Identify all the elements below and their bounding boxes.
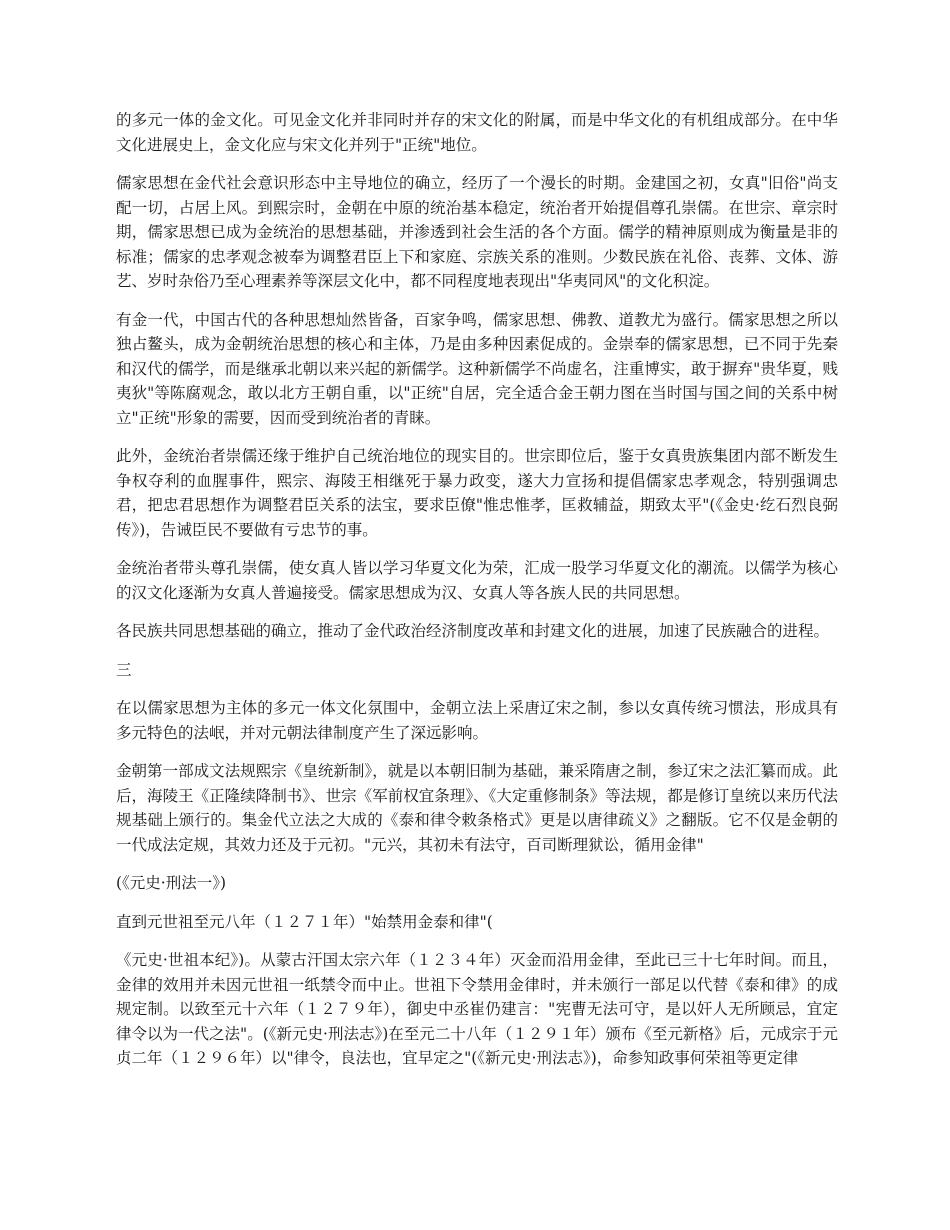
paragraph-jin-codes: 金朝第一部成文法规熙宗《皇统新制》，就是以本朝旧制为基础，兼采隋唐之制，参辽宋之法汇纂而成。此后，海陵王《正隆续降制书》、世宗《军前权宜条理》、《大定重修制条》等法规，都是修订皇统以来历代法规基础上颁行的。集金代立法之大成的《泰和律令敕条格式》更是以唐律疏义》之翻版。它不仅是金朝的一代成法定规，其效力还及于元初。"元兴，其初未有法守，百司断理狱讼，循用金律" (116, 762, 838, 854)
section-heading-three: 三 (116, 660, 132, 679)
paragraph-jin-culture-orthodox: 的多元一体的金文化。可见金文化并非同时并存的宋文化的附属，而是中华文化的有机组成部分。在中华文化进展史上，金文化应与宋文化并列于"正统"地位。 (116, 111, 838, 154)
paragraph-shizu-ban: 直到元世祖至元八年（１２７１年）"始禁用金泰和律"( (116, 912, 493, 931)
paragraph-loyalty-filial: 此外，金统治者崇儒还缘于维护自己统治地位的现实目的。世宗即位后，鉴于女真贵族集团内部不断发生争权夺利的血腥事件，熙宗、海陵王相继死于暴力政变，遂大力宣扬和提倡儒家忠孝观念，特别强调忠君，把忠君思想作为调整君臣关系的法宝，要求臣僚"惟忠惟孝，匡救辅益，期致太平"(《金史·纥石烈良弼传》)，告诫臣民不要做有亏忠节的事。 (116, 447, 838, 539)
paragraph-ethnic-fusion: 各民族共同思想基础的确立，推动了金代政治经济制度改革和封建文化的进展，加速了民族融合的进程。 (116, 622, 830, 640)
paragraph-legal-system: 在以儒家思想为主体的多元一体文化氛围中，金朝立法上采唐辽宋之制，参以女真传统习惯法，形成具有多元特色的法岷，并对元朝法律制度产生了深远影响。 (116, 699, 838, 742)
citation-yuanshi-xingfa: (《元史·刑法一》) (116, 874, 227, 892)
paragraph-neo-confucianism: 有金一代，中国古代的各种思想灿然皆备，百家争鸣，儒家思想、佛教、道教尤为盛行。儒家思想之所以独占鳌头，成为金朝统治思想的核心和主体，乃是由多种因素促成的。金崇奉的儒家思想，已不同于先秦和汉代的儒学，而是继承北朝以来兴起的新儒学。这种新儒学不尚虚名，注重博实，敢于摒弃"贵华夏，贱夷狄"等陈腐观念，敢以北方王朝自重，以"正统"自居，完全适合金王朝力图在当时国与国之间的关系中树立"正统"形象的需要，因而受到统治者的青睐。 (116, 310, 838, 427)
paragraph-confucian-dominance: 儒家思想在金代社会意识形态中主导地位的确立，经历了一个漫长的时期。金建国之初，女真"旧俗"尚支配一切，占居上风。到熙宗时，金朝在中原的统治基本稳定，统治者开始提倡尊孔崇儒。在世宗、章宗时期，儒家思想已成为金统治的思想基础，并渗透到社会生活的各个方面。儒学的精神原则成为衡量是非的标准；儒家的忠孝观念被奉为调整君臣上下和家庭、宗族关系的准则。少数民族在礼俗、丧葬、文体、游艺、岁时杂俗乃至心理素养等深层文化中，都不同程度地表现出"华夷同风"的文化积淀。 (116, 174, 838, 290)
paragraph-jin-law-continuation: 《元史·世祖本纪》)。从蒙古汗国太宗六年（１２３４年）灭金而沿用金律，至此已三十七年时间。而且，金律的效用并未因元世祖一纸禁令而中止。世祖下令禁用金律时，并未颁行一部足以代替《泰和律》的成规定制。以致至元十六年（１２７９年），御史中丞崔仍建言："宪曹无法可守，是以奸人无所顾忌，宜定律令以为一代之法"。(《新元史·刑法志》)在至元二十八年（１２９１年）颁布《至元新格》后，元成宗于元贞二年（１２９６年）以"律令，良法也，宜早定之"(《新元史·刑法志》)，命参知政事何荣祖等更定律 (116, 951, 838, 1067)
document-page (116, 108, 838, 1085)
paragraph-jurchen-learning: 金统治者带头尊孔崇儒，使女真人皆以学习华夏文化为荣，汇成一股学习华夏文化的潮流。以儒学为核心的汉文化逐渐为女真人普遍接受。儒家思想成为汉、女真人等各族人民的共同思想。 (116, 559, 838, 602)
